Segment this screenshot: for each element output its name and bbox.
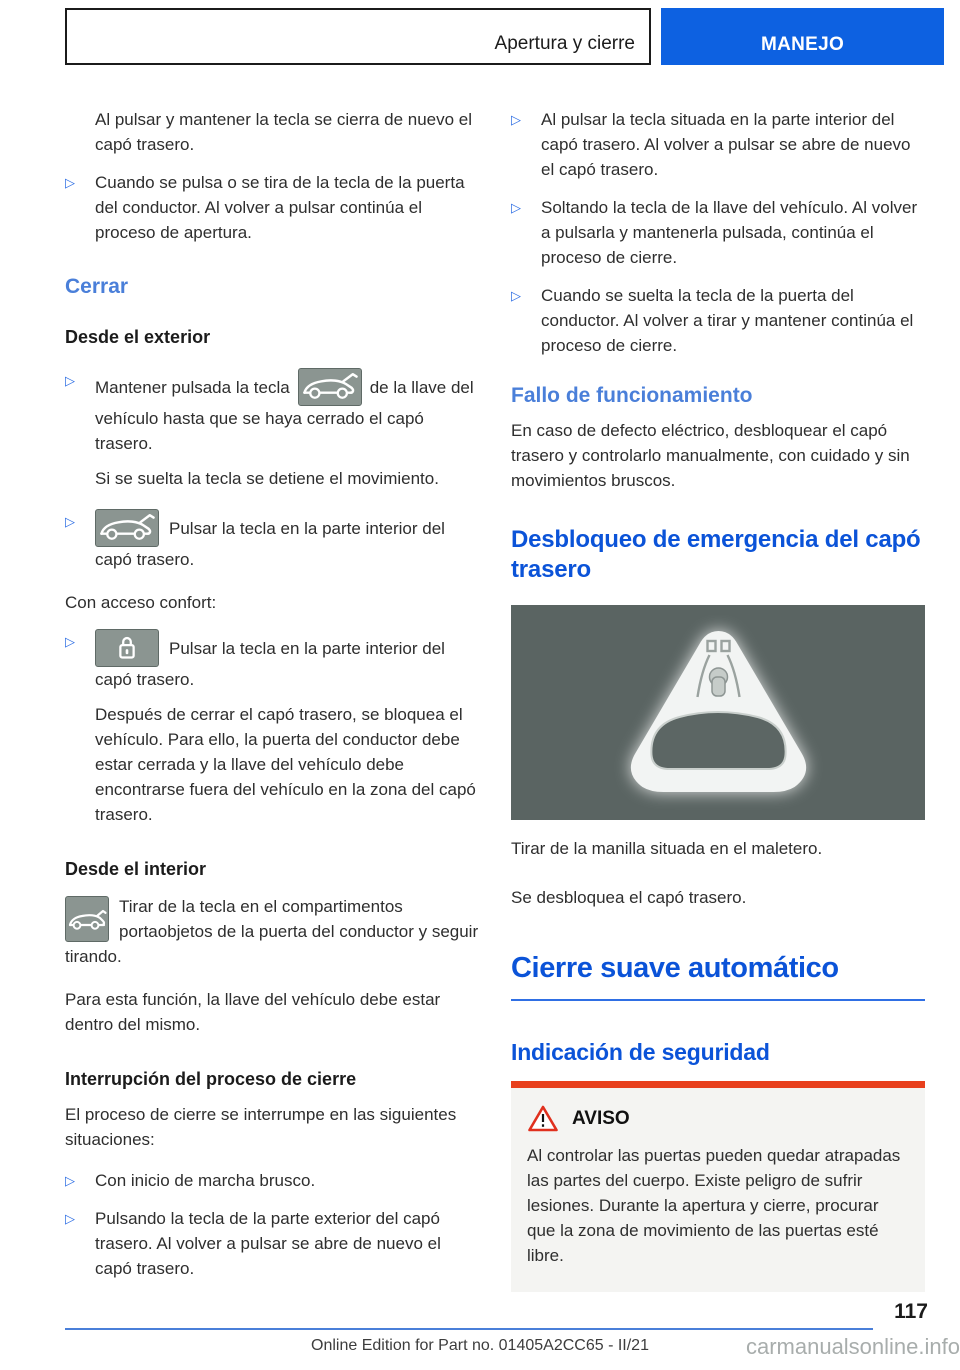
watermark: carmanualsonline.info	[745, 1334, 960, 1359]
breadcrumb-label: Apertura y cierre	[494, 33, 635, 54]
page-number: 117	[894, 1300, 928, 1323]
chapter-heading-cierre-suave: Cierre suave automático	[511, 952, 925, 1001]
emergency-handle-illustration	[511, 605, 925, 820]
interrupcion-intro: El proceso de cierre se interrumpe en las siguientes situaciones:	[65, 1105, 457, 1149]
press-inner-text: Pulsar la tecla en la parte interior del capó trasero.	[95, 519, 445, 569]
interior-instruction-block	[65, 894, 479, 969]
edition-note: Online Edition for Part no. 01405A2CC65 - II/21	[311, 1337, 649, 1354]
bullet-triangle-icon: ▷	[65, 1211, 75, 1226]
press-inner-lock-text: Pulsar la tecla en la parte interior del capó trasero.	[95, 639, 445, 689]
list-item	[511, 195, 925, 270]
bullet-triangle-icon: ▷	[511, 288, 521, 303]
trunk-inner-button-icon	[95, 509, 159, 547]
continued-paragraph: Al pulsar y mantener la tecla se cierra de nuevo el capó trasero.	[95, 110, 473, 154]
subsection-heading-exterior: Desde el exterior	[65, 327, 211, 347]
list-item-text	[95, 368, 479, 456]
door-pocket-trunk-button-icon	[65, 896, 109, 942]
warning-title-row	[527, 1104, 909, 1133]
left-column	[65, 101, 479, 1292]
trunk-release-key-button-icon	[298, 368, 362, 406]
fallo-paragraph: En caso de defecto eléctrico, desbloquear el capó trasero y controlarlo manualmente, con cuidado y sin movimientos bruscos.	[511, 421, 910, 490]
interior-note: Para esta función, la llave del vehículo debe estar dentro del mismo.	[65, 990, 441, 1034]
bullet-triangle-icon: ▷	[511, 200, 521, 215]
right-column	[511, 101, 925, 1292]
list-item-text: Soltando la tecla de la llave del vehículo. Al volver a pulsarla y mantenerla pulsada, continúa el proceso de cierre.	[541, 198, 918, 267]
breadcrumb	[65, 8, 651, 65]
page-header	[65, 8, 944, 65]
list-item-text: Al pulsar la tecla situada en la parte interior del capó trasero. Al volver a pulsar se abre de nuevo el capó trasero.	[541, 110, 911, 179]
section-heading-indicacion: Indicación de seguridad	[511, 1039, 770, 1065]
chapter-tab-label: MANEJO	[760, 34, 845, 55]
subsection-heading-interior: Desde el interior	[65, 859, 207, 879]
list-item	[511, 107, 925, 182]
bullet-triangle-icon: ▷	[65, 1173, 75, 1188]
page-content	[0, 65, 960, 1292]
list-item-text: Pulsando la tecla de la parte exterior del capó trasero. Al volver a pulsar se abre de nuevo el capó trasero.	[95, 1209, 441, 1278]
list-item-text: Con inicio de marcha brusco.	[95, 1171, 316, 1190]
list-item	[65, 509, 479, 572]
hold-key-text-pre: Mantener pulsada la tecla	[95, 378, 290, 397]
list-item-text	[95, 509, 479, 572]
list-item	[65, 1206, 479, 1281]
chapter-tab	[661, 8, 944, 65]
lock-note: Después de cerrar el capó trasero, se bloquea el vehículo. Para ello, la puerta del conductor debe estar cerrada y la llave del vehículo debe encontrarse fuera del vehículo en la zona del capó trasero.	[95, 705, 476, 824]
after-image-note: Se desbloquea el capó trasero.	[511, 888, 747, 907]
section-heading-cerrar: Cerrar	[65, 275, 129, 298]
bullet-triangle-icon: ▷	[65, 373, 75, 388]
warning-text: Al controlar las puertas pueden quedar atrapadas las partes del cuerpo. Existe peligro de sufrir lesiones. Durante la apertura y cierre, procurar que la zona de movimiento de las puertas esté libre.	[527, 1146, 901, 1265]
list-item	[65, 1168, 479, 1193]
hold-key-note: Si se suelta la tecla se detiene el movimiento.	[95, 469, 439, 488]
footer-divider	[65, 1328, 873, 1330]
bullet-triangle-icon: ▷	[511, 112, 521, 127]
warning-title: AVISO	[572, 1107, 630, 1129]
list-item	[65, 170, 479, 245]
image-caption: Tirar de la manilla situada en el maletero.	[511, 839, 823, 858]
comfort-access-label: Con acceso confort:	[65, 593, 217, 612]
list-item-text	[95, 629, 479, 692]
subsection-heading-interrupcion: Interrupción del proceso de cierre	[65, 1069, 357, 1089]
list-item	[511, 283, 925, 358]
warning-box	[511, 1081, 925, 1292]
warning-triangle-icon	[527, 1104, 559, 1133]
section-heading-fallo: Fallo de funcionamiento	[511, 384, 753, 407]
hold-key-text-post: de la llave del vehículo hasta que se haya cerrado el capó trasero.	[95, 378, 474, 453]
list-item	[65, 629, 479, 692]
interior-instruction: Tirar de la tecla en el compartimentos portaobjetos de la puerta del conductor y seguir tirando.	[65, 897, 479, 966]
bullet-triangle-icon: ▷	[65, 175, 75, 190]
list-item-text: Cuando se suelta la tecla de la puerta del conductor. Al volver a tirar y mantener continúa el proceso de cierre.	[541, 286, 914, 355]
bullet-triangle-icon: ▷	[65, 634, 75, 649]
lock-button-icon	[95, 629, 159, 667]
section-heading-desbloqueo: Desbloqueo de emergencia del capó trasero	[511, 526, 921, 583]
manual-page	[0, 8, 960, 1370]
list-item-text: Cuando se pulsa o se tira de la tecla de la puerta del conductor. Al volver a pulsar continúa el proceso de apertura.	[95, 173, 465, 242]
bullet-triangle-icon: ▷	[65, 514, 75, 529]
list-item	[65, 368, 479, 456]
